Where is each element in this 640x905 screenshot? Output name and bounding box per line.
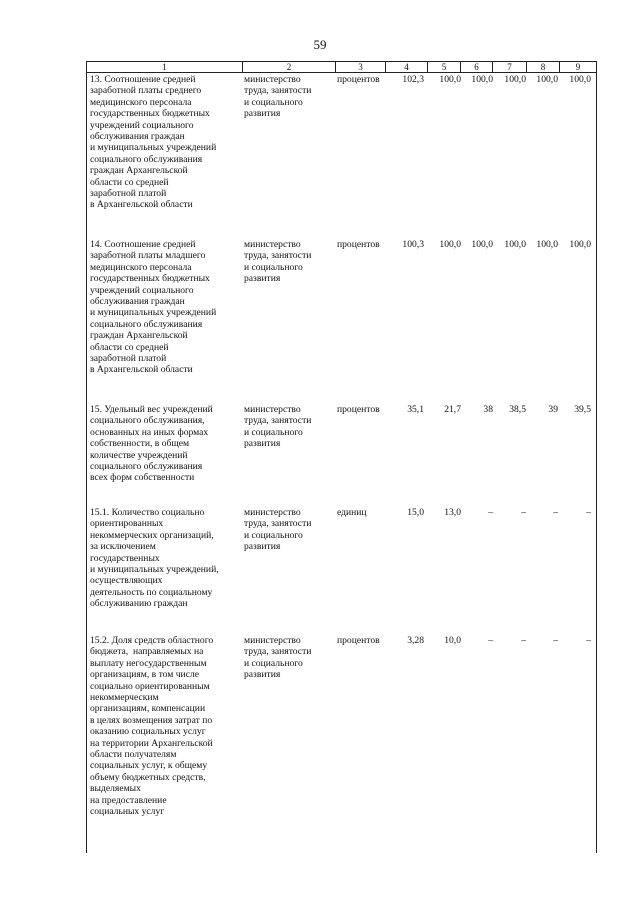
value-col-4: 35,1 bbox=[407, 404, 424, 415]
responsible-ministry: министерство труда, занятости и социального развития bbox=[244, 404, 312, 450]
page-number: 59 bbox=[313, 37, 327, 52]
unit-of-measure: единиц bbox=[337, 507, 367, 518]
value-col-5: 10,0 bbox=[444, 635, 461, 646]
value-col-9: – bbox=[586, 507, 591, 518]
value-col-4: 3,28 bbox=[407, 635, 424, 646]
value-col-8: 39 bbox=[548, 404, 558, 415]
value-col-4: 100,3 bbox=[402, 239, 424, 250]
indicator-name: 13. Соотношение средней заработной платы среднего медицинского персонала государственных бюджетных учреждений социального обслуживания граждан и муниципальных учреждений социального обслуживания граждан Архангельской области со средней заработной платой в Архангельской области bbox=[90, 74, 217, 211]
value-col-6: – bbox=[488, 635, 493, 646]
responsible-ministry: министерство труда, занятости и социального развития bbox=[244, 239, 312, 285]
value-col-6: 38 bbox=[483, 404, 493, 415]
value-col-5: 21,7 bbox=[444, 404, 461, 415]
value-col-5: 13,0 bbox=[444, 507, 461, 518]
value-col-7: – bbox=[521, 635, 526, 646]
column-header-9: 9 bbox=[559, 62, 596, 72]
value-col-8: 100,0 bbox=[536, 74, 558, 85]
column-header-4: 4 bbox=[385, 62, 427, 72]
table-body bbox=[86, 73, 597, 853]
value-col-7: 100,0 bbox=[504, 74, 526, 85]
column-header-7: 7 bbox=[492, 62, 526, 72]
value-col-8: 100,0 bbox=[536, 239, 558, 250]
indicators-table bbox=[86, 61, 597, 853]
unit-of-measure: процентов bbox=[337, 74, 380, 85]
value-col-9: 100,0 bbox=[569, 239, 591, 250]
value-col-9: 100,0 bbox=[569, 74, 591, 85]
unit-of-measure: процентов bbox=[337, 635, 380, 646]
column-header-3: 3 bbox=[335, 62, 385, 72]
value-col-4: 102,3 bbox=[402, 74, 424, 85]
value-col-6: – bbox=[488, 507, 493, 518]
value-col-6: 100,0 bbox=[471, 239, 493, 250]
column-header-5: 5 bbox=[427, 62, 460, 72]
value-col-9: – bbox=[586, 635, 591, 646]
responsible-ministry: министерство труда, занятости и социального развития bbox=[244, 74, 312, 120]
value-col-9: 39,5 bbox=[574, 404, 591, 415]
value-col-4: 15,0 bbox=[407, 507, 424, 518]
indicator-name: 15. Удельный вес учреждений социального обслуживания, основанных на иных формах собственности, в общем количестве учреждений социального обслуживания всех форм собственности bbox=[90, 404, 213, 484]
column-header-8: 8 bbox=[526, 62, 559, 72]
value-col-5: 100,0 bbox=[439, 74, 461, 85]
indicator-name: 14. Соотношение средней заработной платы младшего медицинского персонала государственных бюджетных учреждений социального обслуживания граждан и муниципальных учреждений социального обслуживания граждан Архангельской области со средней заработной платой в Архангельской области bbox=[90, 239, 217, 376]
indicator-name: 15.2. Доля средств областного бюджета, направляемых на выплату негосударственным организациям, в том числе социально ориентированным некоммерческим организациям, компенсации в целях возмещения затрат по оказанию социальных услуг на территории Архангельской области получателям социальных услуг, к общему объему бюджетных средств, выделяемых на предоставление социальных услуг bbox=[90, 635, 214, 818]
indicator-name: 15.1. Количество социально ориентированных некоммерческих организаций, за исключением государственных и муниципальных учреждений, осуществляющих деятельность по социальному обслуживанию граждан bbox=[90, 507, 219, 610]
value-col-8: – bbox=[553, 507, 558, 518]
value-col-6: 100,0 bbox=[471, 74, 493, 85]
value-col-7: 38,5 bbox=[509, 404, 526, 415]
column-header-2: 2 bbox=[242, 62, 335, 72]
column-header-1: 1 bbox=[162, 62, 167, 72]
value-col-5: 100,0 bbox=[439, 239, 461, 250]
column-header-6: 6 bbox=[460, 62, 492, 72]
value-col-8: – bbox=[553, 635, 558, 646]
unit-of-measure: процентов bbox=[337, 239, 380, 250]
unit-of-measure: процентов bbox=[337, 404, 380, 415]
value-col-7: – bbox=[521, 507, 526, 518]
value-col-7: 100,0 bbox=[504, 239, 526, 250]
responsible-ministry: министерство труда, занятости и социального развития bbox=[244, 635, 312, 681]
responsible-ministry: министерство труда, занятости и социального развития bbox=[244, 507, 312, 553]
table-header-row bbox=[86, 61, 597, 73]
